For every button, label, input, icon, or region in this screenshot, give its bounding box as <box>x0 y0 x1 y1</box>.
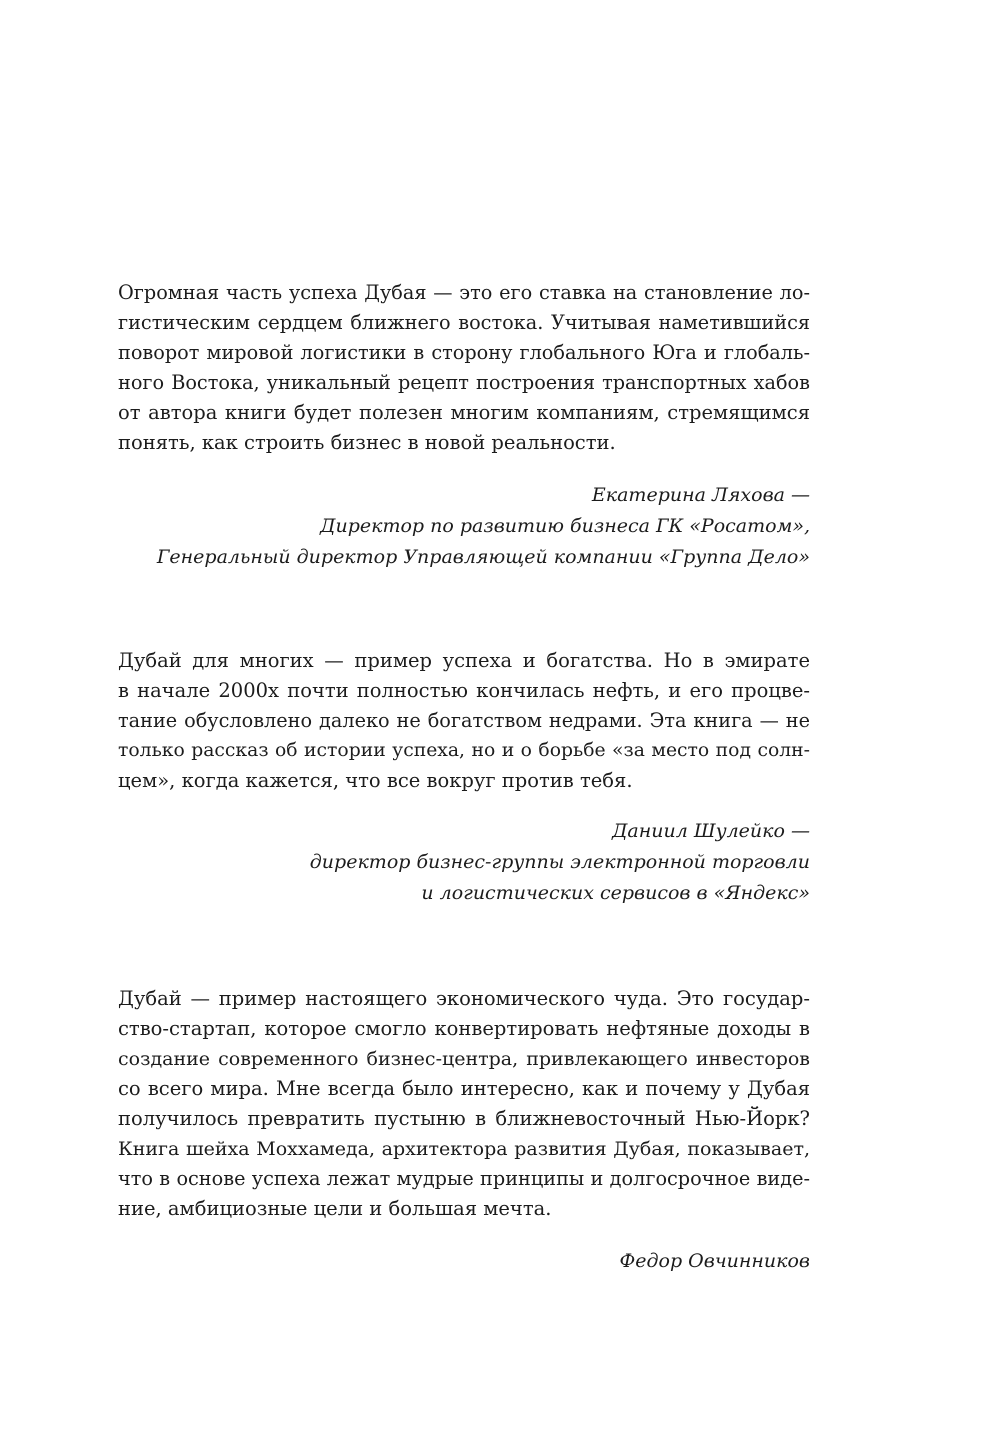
quote-line: тание обусловлено далеко не богатством недрами. Эта книга — не <box>118 709 810 732</box>
quote-3-attribution <box>118 1246 810 1277</box>
attribution-role: Генеральный директор Управляющей компании «Группа Дело» <box>156 546 810 568</box>
quote-line: ство-стартап, которое смогло конвертировать нефтяные доходы в <box>118 1017 810 1040</box>
quote-line: цем», когда кажется, что все вокруг против тебя. <box>118 769 633 792</box>
quote-line: Книга шейха Моххамеда, архитектора развития Дубая, показывает, <box>118 1138 810 1160</box>
attribution-role: директор бизнес-группы электронной торговли <box>309 851 810 873</box>
quote-line: в начале 2000х почти полностью кончилась нефть, и его процве- <box>118 679 810 702</box>
quote-line: только рассказ об истории успеха, но и о борьбе «за место под солн- <box>118 740 810 761</box>
quote-line: Дубай — пример настоящего экономического чуда. Это государ- <box>118 987 810 1010</box>
quote-line: Огромная часть успеха Дубая — это его ставка на становление ло- <box>118 281 810 304</box>
quote-line: ние, амбициозные цели и большая мечта. <box>118 1197 552 1220</box>
attribution-role: и логистических сервисов в «Яндекс» <box>421 882 810 904</box>
quote-line: Дубай для многих — пример успеха и богатства. Но в эмирате <box>118 649 810 672</box>
quote-3-text <box>118 984 810 1224</box>
quote-line: создание современного бизнес-центра, привлекающего инвесторов <box>118 1048 810 1070</box>
attribution-author: Даниил Шулейко — <box>611 820 810 842</box>
quote-line: со всего мира. Мне всегда было интересно, как и почему у Дубая <box>118 1077 810 1100</box>
attribution-author: Федор Овчинников <box>619 1250 810 1272</box>
quote-line: ного Востока, уникальный рецепт построения транспортных хабов <box>118 371 810 394</box>
attribution-role: Директор по развитию бизнеса ГК «Росатом», <box>320 515 810 537</box>
quote-line: получилось превратить пустыню в ближневосточный Нью-Йорк? <box>118 1107 810 1130</box>
quote-line: поворот мировой логистики в сторону глобального Юга и глобаль- <box>118 341 810 364</box>
quote-line: гистическим сердцем ближнего востока. Учитывая наметившийся <box>118 311 810 334</box>
attribution-author: Екатерина Ляхова — <box>591 484 810 506</box>
quote-line: понять, как строить бизнес в новой реальности. <box>118 431 616 454</box>
quote-2-attribution <box>118 816 810 909</box>
quote-2-text <box>118 646 810 796</box>
quote-line: от автора книги будет полезен многим компаниям, стремящимся <box>118 401 810 424</box>
quote-line: что в основе успеха лежат мудрые принципы и долгосрочное виде- <box>118 1167 810 1190</box>
quote-1-text <box>118 278 810 458</box>
quote-1-attribution <box>118 480 810 573</box>
